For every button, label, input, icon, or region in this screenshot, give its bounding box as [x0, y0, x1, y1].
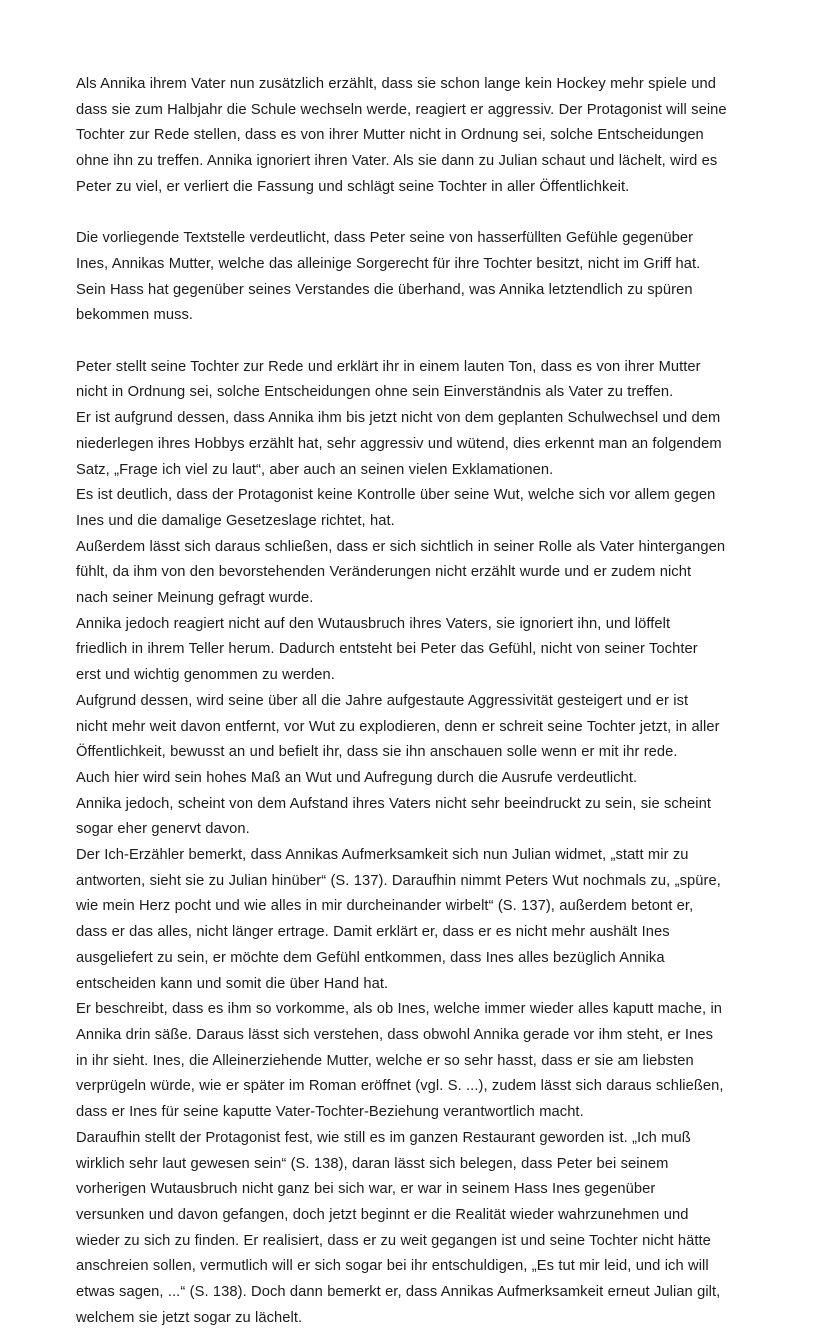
text-line: anschreien sollen, vermutlich will er sich sogar bei ihr entschuldigen, „Es tut mir leid, und ich will: [76, 1258, 709, 1275]
text-line: wie mein Herz pocht und wie alles in mir durcheinander wirbelt“ (S. 137), außerdem betont er,: [76, 898, 694, 915]
text-line: Daraufhin stellt der Protagonist fest, wie still es im ganzen Restaurant geworden ist. „Ich muß: [76, 1129, 691, 1146]
text-line: dass sie zum Halbjahr die Schule wechseln werde, reagiert er aggressiv. Der Protagonist will seine: [76, 101, 727, 118]
text-line: etwas sagen, ...“ (S. 138). Doch dann bemerkt er, dass Annikas Aufmerksamkeit erneut Julian gilt,: [76, 1284, 721, 1301]
text-line: Peter zu viel, er verliert die Fassung und schlägt seine Tochter in aller Öffentlichkeit.: [76, 178, 630, 195]
text-line: Ines und die damalige Gesetzeslage richtet, hat.: [76, 512, 395, 529]
text-line: Satz, „Frage ich viel zu laut“, aber auch an seinen vielen Exklamationen.: [76, 461, 554, 478]
text-line: Er beschreibt, dass es ihm so vorkomme, als ob Ines, welche immer wieder alles kaputt mache, in: [76, 1001, 723, 1018]
text-line: Tochter zur Rede stellen, dass es von ihrer Mutter nicht in Ordnung sei, solche Entscheidungen: [76, 127, 704, 144]
text-line: Als Annika ihrem Vater nun zusätzlich erzählt, dass sie schon lange kein Hockey mehr spiele und: [76, 76, 716, 92]
text-line: welchem sie jetzt sogar zu lächelt.: [76, 1309, 303, 1326]
text-line: fühlt, da ihm von den bevorstehenden Veränderungen nicht erzählt wurde und er zudem nicht: [76, 564, 692, 581]
text-line: sogar eher genervt davon.: [76, 821, 250, 838]
text-line: ohne ihn zu treffen. Annika ignoriert ihren Vater. Als sie dann zu Julian schaut und lächelt, wird es: [76, 153, 718, 170]
text-line: Aufgrund dessen, wird seine über all die Jahre aufgestaute Aggressivität gesteigert und er ist: [76, 692, 689, 709]
text-line: Öffentlichkeit, bewusst an und befielt ihr, dass sie ihn anschauen solle wenn er mit ihr rede.: [76, 744, 678, 761]
text-line: verprügeln würde, wie er später im Roman eröffnet (vgl. S. ...), zudem lässt sich daraus schließen,: [76, 1078, 724, 1095]
text-line: niederlegen ihres Hobbys erzählt hat, sehr aggressiv und wütend, dies erkennt man an folgendem: [76, 435, 722, 452]
text-line: Der Ich-Erzähler bemerkt, dass Annikas Aufmerksamkeit sich nun Julian widmet, „statt mir zu: [76, 847, 689, 864]
text-line: Annika jedoch, scheint von dem Aufstand ihres Vaters nicht sehr beeindruckt zu sein, sie scheint: [76, 795, 712, 812]
paragraph-3: [76, 355, 754, 1331]
document-text-body: [76, 72, 754, 1331]
text-line: antworten, sieht sie zu Julian hinüber“ (S. 137). Daraufhin nimmt Peters Wut nochmals zu, „spüre,: [76, 872, 721, 889]
text-line: vorherigen Wutausbruch nicht ganz bei sich war, er war in seinem Hass Ines gegenüber: [76, 1181, 656, 1198]
text-line: Sein Hass hat gegenüber seines Verstandes die überhand, was Annika letztendlich zu spüren: [76, 281, 693, 298]
text-line: wirklich sehr laut gewesen sein“ (S. 138), daran lässt sich belegen, dass Peter bei seinem: [76, 1155, 669, 1172]
text-line: erst und wichtig genommen zu werden.: [76, 667, 335, 684]
text-line: Die vorliegende Textstelle verdeutlicht, dass Peter seine von hasserfüllten Gefühle gegenüber: [76, 230, 694, 247]
text-line: Auch hier wird sein hohes Maß an Wut und Aufregung durch die Ausrufe verdeutlicht.: [76, 769, 638, 786]
text-line: ausgeliefert zu sein, er möchte dem Gefühl entkommen, dass Ines alles bezüglich Annika: [76, 949, 665, 966]
text-line: versunken und davon gefangen, doch jetzt beginnt er die Realität wieder wahrzunehmen und: [76, 1206, 689, 1223]
paragraph-2: [76, 226, 754, 329]
text-line: in ihr sieht. Ines, die Alleinerziehende Mutter, welche er so sehr hasst, dass er sie am liebsten: [76, 1052, 694, 1069]
paragraph-1: [76, 72, 754, 201]
text-line: nicht mehr weit davon entfernt, vor Wut zu explodieren, denn er schreit seine Tochter jetzt, in aller: [76, 718, 720, 735]
text-line: nach seiner Meinung gefragt wurde.: [76, 590, 314, 607]
text-line: Es ist deutlich, dass der Protagonist keine Kontrolle über seine Wut, welche sich vor allem gegen: [76, 487, 716, 504]
text-line: Ines, Annikas Mutter, welche das alleinige Sorgerecht für ihre Tochter besitzt, nicht im Griff hat.: [76, 255, 701, 272]
text-line: Annika jedoch reagiert nicht auf den Wutausbruch ihres Vaters, sie ignoriert ihn, und löffelt: [76, 615, 671, 632]
text-line: Er ist aufgrund dessen, dass Annika ihm bis jetzt nicht von dem geplanten Schulwechsel und dem: [76, 410, 721, 427]
text-line: entscheiden kann und somit die über Hand hat.: [76, 975, 389, 992]
text-line: dass er das alles, nicht länger ertrage. Damit erklärt er, dass er es nicht mehr aushält Ines: [76, 924, 670, 941]
text-line: Annika drin säße. Daraus lässt sich verstehen, dass obwohl Annika gerade vor ihm steht, er Ines: [76, 1026, 713, 1043]
text-line: wieder zu sich zu finden. Er realisiert, dass er zu weit gegangen ist und seine Tochter nicht hätte: [76, 1232, 711, 1249]
text-line: Peter stellt seine Tochter zur Rede und erklärt ihr in einem lauten Ton, dass es von ihrer Mutter: [76, 358, 701, 375]
text-line: Außerdem lässt sich daraus schließen, dass er sich sichtlich in seiner Rolle als Vater hintergangen: [76, 538, 726, 555]
text-line: friedlich in ihrem Teller herum. Dadurch entsteht bei Peter das Gefühl, nicht von seiner Tochter: [76, 641, 698, 658]
text-line: bekommen muss.: [76, 307, 194, 324]
text-line: nicht in Ordnung sei, solche Entscheidungen ohne sein Einverständnis als Vater zu treffen.: [76, 384, 674, 401]
text-line: dass er Ines für seine kaputte Vater-Tochter-Beziehung verantwortlich macht.: [76, 1104, 584, 1121]
